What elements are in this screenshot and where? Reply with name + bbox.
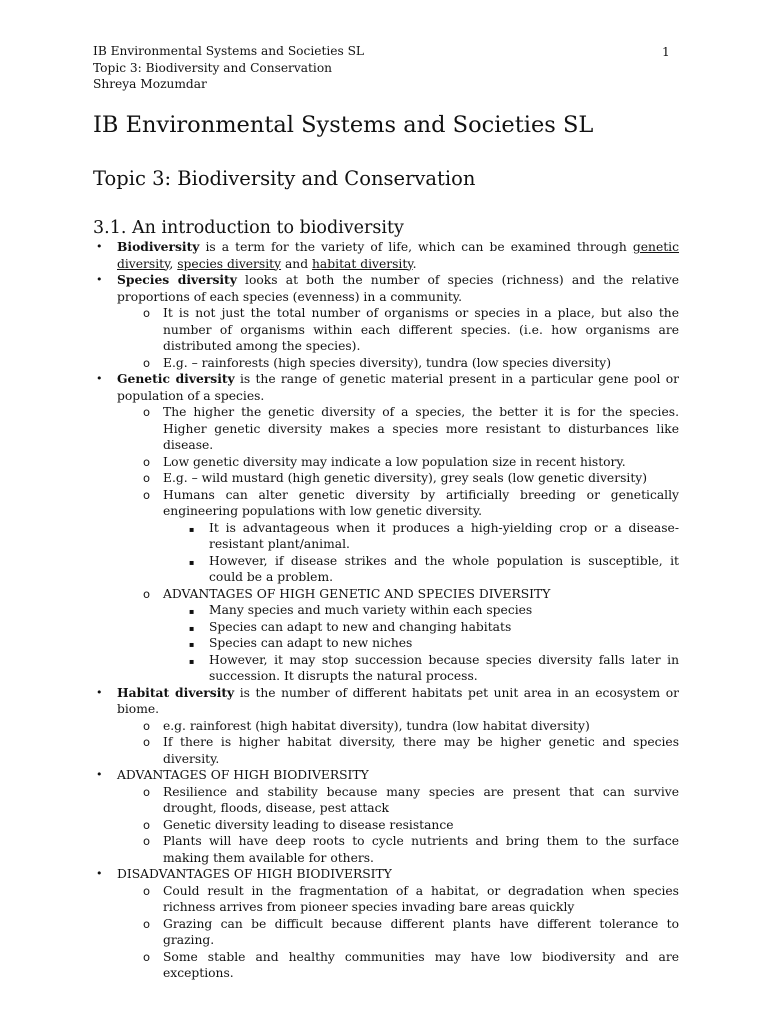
running-header [93,43,364,93]
text: Humans can alter genetic diversity by artificially breeding or genetically engineering populations with low genetic diversity. [163,487,679,518]
bullet-circle: o [143,306,151,320]
text: It is not just the total number of organisms or species in a place, but also the number of organisms within each different species. (i.e. how organisms are distributed among the species). [163,306,679,353]
header-course: IB Environmental Systems and Societies SL [93,44,365,58]
bullet-square: ▪ [189,524,195,534]
bullet-dot: • [96,273,103,286]
bullet-circle: o [143,355,151,370]
list-subitem [93,470,679,487]
text: The higher the genetic diversity of a species, the better it is for the species. Higher genetic diversity makes a species more resistant to disturbances like disease. [163,405,679,452]
topic-heading: Topic 3: Biodiversity and Conservation [93,167,476,190]
bullet-square: ▪ [189,640,195,649]
list-item-disadvantages [93,866,679,883]
text: Low genetic diversity may indicate a low population size in recent history. [163,454,626,469]
list-item-biodiversity [93,239,679,272]
bullet-dot: • [96,768,103,781]
list-subsubitem [93,652,679,685]
list-subitem-adv-genetic-species [93,586,679,603]
text: . [412,256,417,271]
list-subitem [93,404,679,454]
list-subitem [93,916,679,949]
list-subsubitem [93,553,679,586]
list-subitem [93,817,679,834]
text: However, if disease strikes and the whole population is susceptible, it could be a problem. [209,553,679,584]
text: Resilience and stability because many species are present that can survive drought, floods, disease, pest attack [163,784,679,815]
document-body [93,239,679,982]
text: If there is higher habitat diversity, there may be higher genetic and species diversity. [163,735,679,766]
text: is the range of genetic material present in a particular gene pool or population of a species. [117,372,679,403]
list-subitem [93,454,679,471]
section-heading: 3.1. An introduction to biodiversity [93,218,404,238]
list-subsubitem [93,602,679,619]
bullet-circle: o [143,718,151,733]
list-item-species-diversity [93,272,679,305]
text: and [281,256,313,271]
list-item-advantages [93,767,679,784]
text: , [169,256,178,271]
header-topic: Topic 3: Biodiversity and Conservation [93,60,333,75]
bullet-circle: o [143,487,151,502]
text: Some stable and healthy communities may have low biodiversity and are exceptions. [163,949,679,980]
list-subsubitem [93,635,679,652]
bullet-square: ▪ [189,623,195,633]
text: E.g. – rainforests (high species diversity), tundra (low species diversity) [163,355,612,370]
text: Grazing can be difficult because different plants have different tolerance to grazing. [163,916,679,947]
header-author: Shreya Mozumdar [93,77,207,91]
text: ADVANTAGES OF HIGH BIODIVERSITY [117,768,369,782]
term-genetic-diversity: Genetic diversity [117,371,235,386]
bullet-circle: o [143,916,151,931]
text: DISADVANTAGES OF HIGH BIODIVERSITY [117,867,392,881]
list-subitem [93,305,679,355]
text: is the number of different habitats pet unit area in an ecosystem or biome. [117,685,679,716]
list-subsubitem [93,520,679,553]
text: Genetic diversity leading to disease resistance [163,817,454,832]
list-subitem [93,718,679,735]
list-item-habitat-diversity [93,685,679,718]
bullet-square: ▪ [189,656,195,666]
term-species-diversity: Species diversity [117,272,237,287]
text: Species can adapt to new and changing habitats [209,619,512,634]
bullet-square: ▪ [189,557,195,567]
page-number: 1 [662,45,670,59]
bullet-circle: o [143,949,151,964]
list-subitem [93,883,679,916]
bullet-circle: o [143,784,151,799]
list-subitem [93,734,679,767]
text: Could result in the fragmentation of a habitat, or degradation when species richness arrives from pioneer species invading bare areas quickly [163,883,679,914]
bullet-dot: • [96,240,103,253]
bullet-dot: • [96,372,103,385]
text: looks at both the number of species (richness) and the relative proportions of each species (evenness) in a community. [117,273,679,304]
list-subitem [93,487,679,520]
bullet-circle: o [143,817,151,832]
list-subitem [93,833,679,866]
genetic-diversity-link[interactable]: genetic diversity [117,240,679,271]
text: ADVANTAGES OF HIGH GENETIC AND SPECIES DIVERSITY [163,586,551,601]
bullet-circle: o [143,735,151,749]
text: Many species and much variety within each species [209,603,533,617]
bullet-circle: o [143,454,151,469]
list-subitem [93,784,679,817]
text: e.g. rainforest (high habitat diversity), tundra (low habitat diversity) [163,718,590,733]
list-subitem [93,355,679,372]
bullet-circle: o [143,834,151,848]
bullet-circle: o [143,883,151,898]
text: It is advantageous when it produces a high-yielding crop or a disease-resistant plant/animal. [209,520,679,551]
text: Species can adapt to new niches [209,636,413,650]
text: E.g. – wild mustard (high genetic diversity), grey seals (low genetic diversity) [163,471,648,485]
document-title: IB Environmental Systems and Societies SL [93,112,594,138]
bullet-dot: • [96,867,103,880]
bullet-circle: o [143,405,151,419]
list-subitem [93,949,679,982]
text: Plants will have deep roots to cycle nutrients and bring them to the surface making them available for others. [163,834,679,865]
habitat-diversity-link[interactable]: habitat diversity [312,256,413,271]
text: However, it may stop succession because species diversity falls later in succession. It disrupts the natural process. [209,652,679,683]
list-item-genetic-diversity [93,371,679,404]
species-diversity-link[interactable]: species diversity [177,256,282,271]
term-habitat-diversity: Habitat diversity [117,684,235,700]
term-biodiversity: Biodiversity [117,239,200,254]
bullet-circle: o [143,471,151,485]
bullet-dot: • [96,685,103,699]
text: is a term for the variety of life, which can be examined through [199,240,633,254]
list-subsubitem [93,619,679,636]
bullet-circle: o [143,586,151,601]
bullet-square: ▪ [189,607,195,616]
